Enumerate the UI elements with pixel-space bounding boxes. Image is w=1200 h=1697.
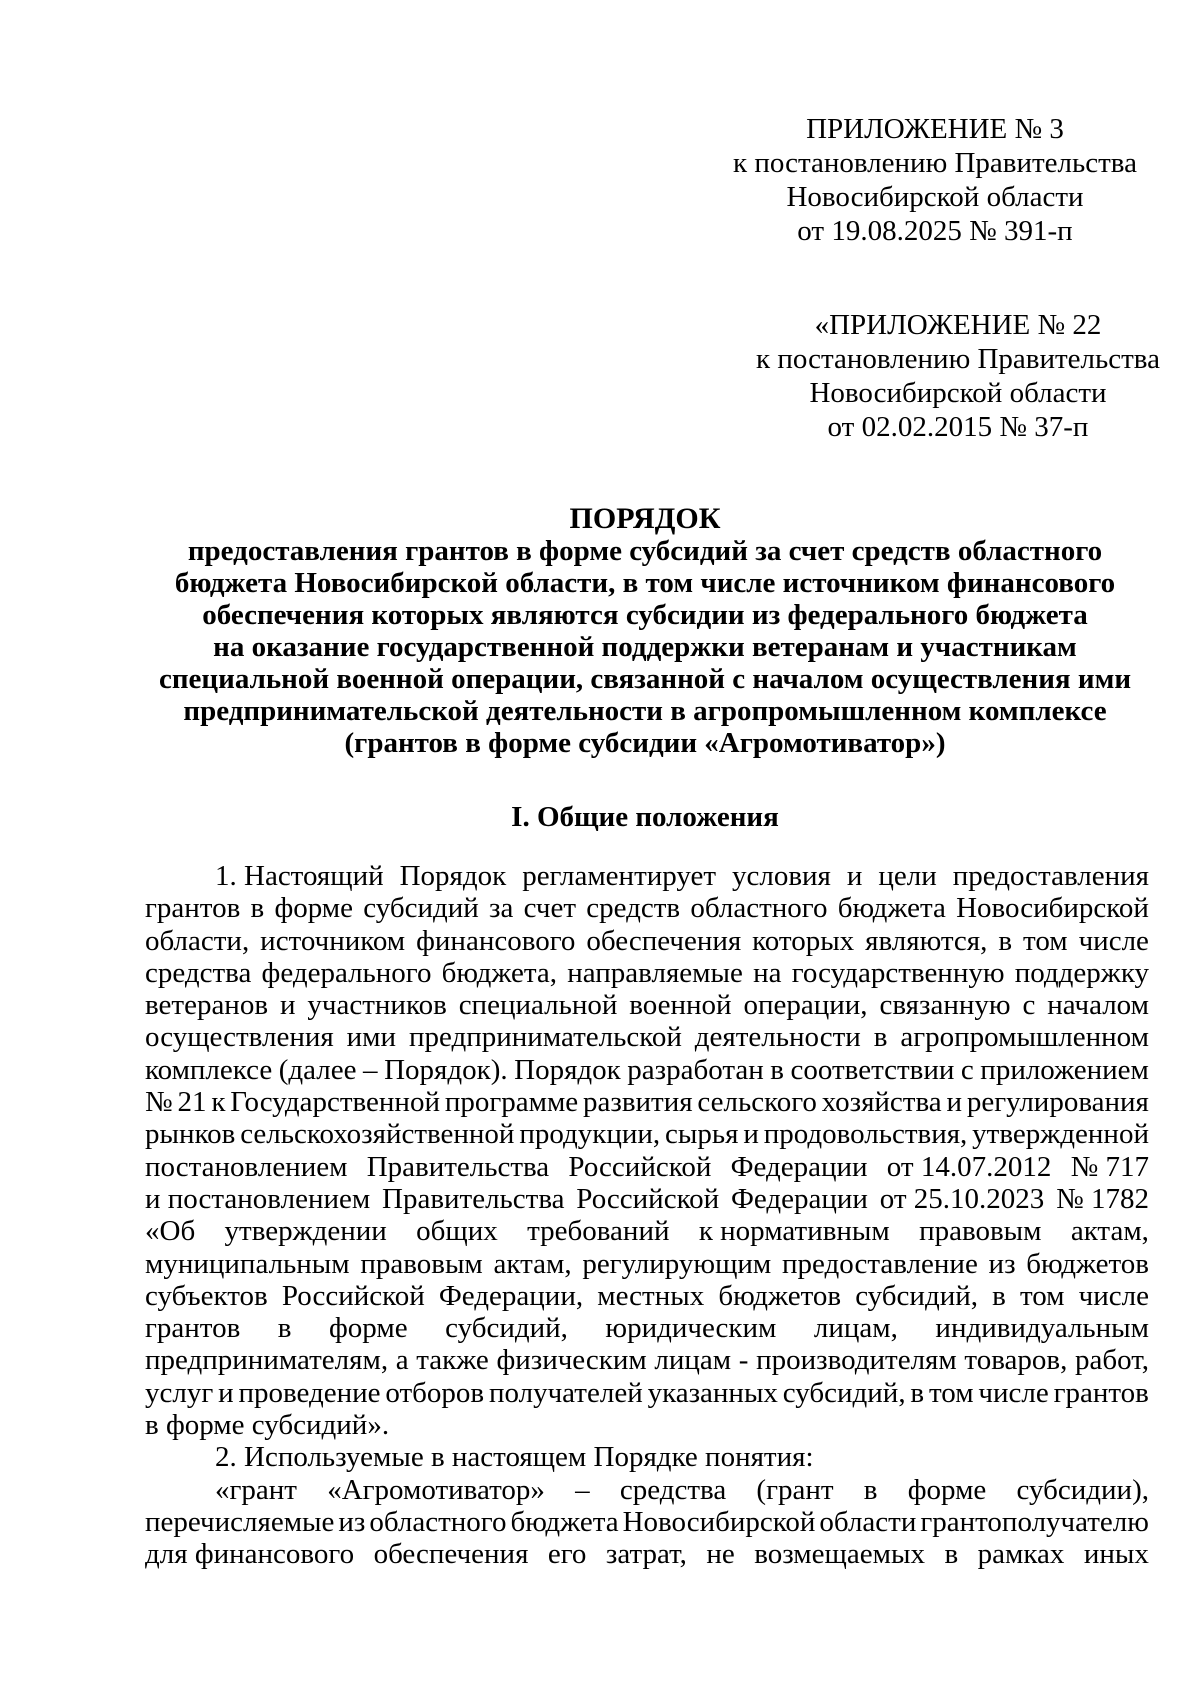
word: грантополучателю [920,1505,1149,1538]
word: предпринимательской [408,1021,682,1054]
word: производителям [756,1344,957,1377]
appendix-22-header [748,308,1168,444]
word: грантов [1053,1376,1149,1409]
word: деятельности [694,1021,861,1054]
word: бюджетов [718,1279,842,1312]
word: разработан [627,1053,764,1086]
word: продовольствия, [763,1118,968,1151]
appendix-3-header [725,112,1145,248]
word: юридическим [605,1312,777,1345]
word: правовым [360,1247,483,1280]
appendix-3-line: ПРИЛОЖЕНИЕ № 3 [806,113,1064,145]
title-line: специальной военной операции, связанной с началом осуществления ими [158,663,1132,695]
word: том [928,1376,974,1409]
word: Порядок [514,1053,621,1086]
word: проведение [238,1376,381,1409]
word: (далее [278,1053,357,1086]
paragraph-line [145,1312,1149,1344]
word: осуществления [145,1021,334,1054]
word: в [998,924,1013,957]
word: субсидий, [445,1312,568,1345]
word: отборов [385,1376,485,1409]
word: его [547,1538,587,1571]
word: сельскохозяйственной [240,1118,515,1151]
title-line: на оказание государственной поддержки ветеранам и участникам [213,631,1077,663]
paragraph-line [145,1409,1149,1441]
word: военной [629,989,732,1022]
paragraph-line [145,1280,1149,1312]
word: средства [619,1473,727,1506]
word: бюджета, [441,956,558,989]
word: требований [527,1215,670,1248]
word: местных [597,1279,705,1312]
word: специальной [458,989,618,1022]
word: № 1782 [1056,1182,1149,1215]
word: в [250,892,265,925]
word: Новосибирской [956,892,1149,925]
word: за [489,892,514,925]
word: 21 [177,1086,207,1119]
appendix-22-line: Новосибирской области [809,377,1107,409]
word: – [575,1473,590,1506]
word: обеспечения [586,924,742,957]
word: развития [583,1086,693,1119]
paragraph-line [145,1506,1149,1538]
word: операции, [743,989,868,1022]
title-line: бюджета Новосибирской области, в том числе источником финансового [174,567,1116,599]
paragraph-line [145,1248,1149,1280]
word: субсидий, [782,1376,906,1409]
word: и постановлением [145,1182,371,1215]
word: началом [1047,989,1149,1022]
word: областного [369,1505,507,1538]
word: в [910,1376,925,1409]
word: предоставления [952,860,1149,892]
word: утвержденной [972,1118,1149,1151]
word: в форме субсидий». [145,1409,390,1442]
word: хозяйства [821,1086,942,1119]
word: которых [752,924,855,957]
word: Федерации [730,1150,868,1183]
word: 2. Используемые в настоящем Порядке понятия: [215,1441,814,1474]
word: субсидий, [855,1279,978,1312]
word: № [145,1086,173,1119]
section-heading: I. Общие положения [511,801,779,833]
paragraph-line [145,1054,1149,1086]
paragraph-line [145,957,1149,989]
word: бюджета [837,892,946,925]
word: и [743,1118,759,1151]
word: форме [907,1473,987,1506]
word: перечисляемые [145,1505,335,1538]
word: средств [586,892,681,925]
appendix-3-line: к постановлению Правительства [733,147,1137,179]
word: средства [145,956,252,989]
word: Порядок). [384,1053,508,1086]
word: приложением [980,1053,1149,1086]
word: для финансового [145,1538,355,1571]
word: утверждении [224,1215,387,1248]
word: с [1022,989,1036,1022]
word: предпринимателям, [145,1344,389,1377]
title-line: (грантов в форме субсидии «Агромотиватор») [344,727,946,759]
word: финансового [416,924,576,957]
word: субъектов [145,1279,268,1312]
word: области, [145,924,250,957]
word: услуг [145,1376,214,1409]
word: сырья [665,1118,739,1151]
paragraph-line [145,1377,1149,1409]
word: Новосибирской [622,1505,816,1538]
word: «грант [215,1473,297,1506]
word: поддержку [1014,956,1149,989]
word: «Агромотиватор» [327,1473,545,1506]
paragraph-line [145,860,1149,892]
word: из [988,1247,1016,1280]
word: затрат, [605,1538,687,1571]
title-main: ПОРЯДОК [569,502,721,535]
word: Правительства [382,1182,565,1215]
word: грантов [145,1312,241,1345]
word: Федерации [730,1182,868,1215]
word: федерального [261,956,432,989]
word: Российской [576,1182,720,1215]
word: (грант [756,1473,834,1506]
word: Российской [568,1150,712,1183]
paragraph-line [145,989,1149,1021]
word: и [218,1376,234,1409]
word: из [338,1505,366,1538]
word: к [211,1086,226,1119]
word: бюджета [510,1505,619,1538]
appendix-3-line: от 19.08.2025 № 391-п [797,215,1073,247]
title-line: предоставления грантов в форме субсидий за счет средств областного [187,535,1103,567]
word: и [946,1086,963,1119]
word: получателей [488,1376,643,1409]
word: – [363,1053,378,1086]
word: работ, [1074,1344,1149,1377]
body-text [145,860,1149,1571]
word: форме [274,892,354,925]
paragraph-line [145,1344,1149,1376]
word: предоставление [782,1247,978,1280]
word: правовым [919,1215,1042,1248]
word: числе [1078,924,1149,957]
word: сельского [697,1086,817,1119]
paragraph-line [145,1151,1149,1183]
word: регулирования [966,1086,1149,1119]
word: муниципальным [145,1247,350,1280]
word: Государственной [230,1086,440,1119]
word: не [706,1538,735,1571]
word: актам, [493,1247,572,1280]
paragraph-line [145,1021,1149,1053]
word: актам, [1070,1215,1149,1248]
paragraph-line [145,892,1149,924]
word: в [944,1538,959,1571]
word: областного [690,892,828,925]
word: том [1019,1279,1065,1312]
word: грантов [145,892,241,925]
paragraph-line [145,925,1149,957]
word: соответствии [790,1053,955,1086]
word: иных [1083,1538,1149,1571]
word: области [819,1505,917,1538]
word: продукции, [519,1118,661,1151]
word: комплексе [145,1053,273,1086]
paragraph-line [145,1538,1149,1570]
word: в [992,1279,1006,1312]
title-line: предпринимательской деятельности в агропромышленном комплексе [183,695,1107,727]
word: агропромышленном [900,1021,1149,1054]
word: субсидии), [1016,1473,1149,1506]
word: Порядок [399,860,507,892]
word: индивидуальным [935,1312,1149,1345]
word: ветеранов [145,989,269,1022]
paragraph-line [145,1086,1149,1118]
word: общих [416,1215,498,1248]
word: в [863,1473,878,1506]
word: числе [978,1376,1049,1409]
word: указанных [647,1376,778,1409]
word: счет [523,892,577,925]
word: на [753,956,782,989]
word: № 717 [1070,1150,1149,1183]
word: бюджетов [1026,1247,1149,1280]
word: направляемые [567,956,743,989]
document-title [140,503,1150,759]
word: в [277,1312,292,1345]
word: 1. Настоящий [215,860,384,892]
word: связанную [879,989,1011,1022]
word: источником [260,924,406,957]
paragraph-line [145,1441,1149,1473]
word: от 25.10.2023 [879,1182,1045,1215]
word: также [416,1344,489,1377]
word: от 14.07.2012 [886,1150,1052,1183]
word: том [1023,924,1068,957]
word: рамках [977,1538,1065,1571]
word: Федерации, [438,1279,584,1312]
word: регулирующим [582,1247,772,1280]
appendix-22-line: «ПРИЛОЖЕНИЕ № 22 [814,309,1102,341]
word: Правительства [366,1150,550,1183]
word: - [738,1344,749,1377]
word: рынков [145,1118,236,1151]
word: с [960,1053,974,1086]
paragraph-line [145,1118,1149,1150]
word: ими [346,1021,397,1054]
word: форме [329,1312,408,1345]
word: программе [444,1086,579,1119]
word: физическим [496,1344,647,1377]
word: участников [307,989,447,1022]
title-line: обеспечения которых являются субсидии из федерального бюджета [202,599,1088,631]
paragraph-line [145,1215,1149,1247]
word: к нормативным [698,1215,890,1248]
word: регламентирует [522,860,717,892]
appendix-22-line: к постановлению Правительства [756,343,1160,375]
appendix-22-line: от 02.02.2015 № 37-п [827,411,1089,443]
paragraph-line [145,1474,1149,1506]
word: обеспечения [373,1538,529,1571]
word: товаров, [964,1344,1068,1377]
word: лицам [654,1344,732,1377]
word: возмещаемых [754,1538,925,1571]
word: и [846,860,863,892]
word: а [395,1344,409,1377]
word: Российской [281,1279,425,1312]
word: в [873,1021,888,1054]
word: являются, [865,924,988,957]
word: постановлением [145,1150,348,1183]
word: в [770,1053,784,1086]
word: государственную [791,956,1005,989]
word: лицам, [813,1312,898,1345]
word: цели [878,860,937,892]
word: и [279,989,296,1022]
paragraph-line [145,1183,1149,1215]
word: субсидий [363,892,479,925]
word: «Об [145,1215,196,1248]
word: условия [732,860,831,892]
appendix-3-line: Новосибирской области [786,181,1084,213]
word: числе [1078,1279,1149,1312]
